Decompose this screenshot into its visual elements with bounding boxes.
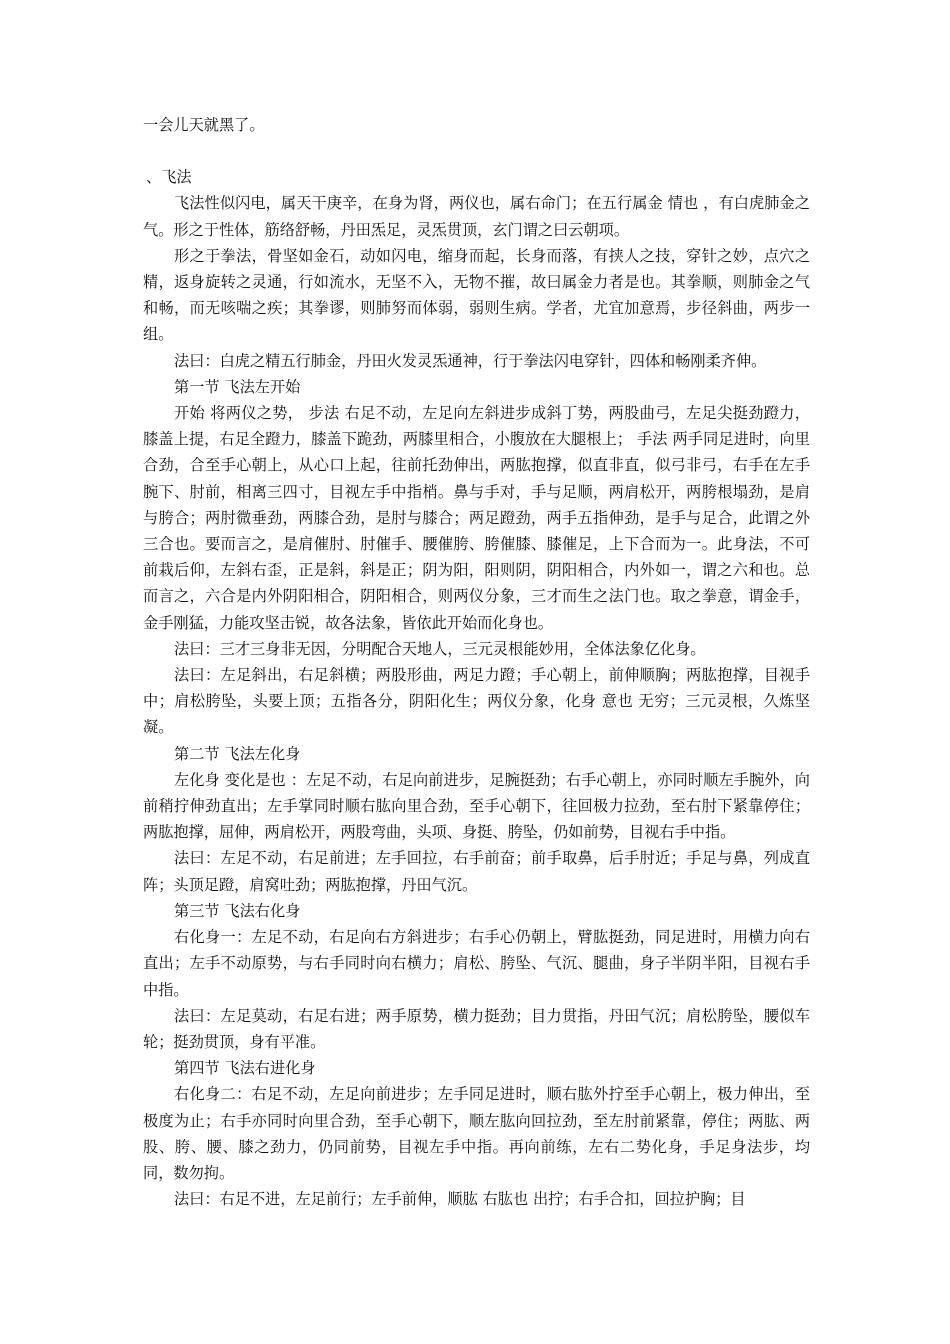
paragraph-6: 法曰：左足斜出，右足斜横；两股形曲，两足力蹬；手心朝上，前伸顺胸；两肱抱撑，目视手中；肩松胯坠，头要上顶；五指各分，阴阳化生；两仪分象，化身 意也 无穷；三元灵根，久炼坚凝。	[143, 666, 810, 737]
paragraph-11: 右化身二：右足不动，左足向前进步；左手同足进时，顺右肱外拧至手心朝上，极力伸出，至极度为止；右手亦同时向里合劲，至手心朝下，顺左肱向回拉劲，至左肘前紧靠，停住；两肱、两股、胯、腰、膝之劲力，仍同前势，目视左手中指。再向前练，左右二势化身，手足身法步，均同，数勿拘。	[143, 1085, 810, 1182]
subsection-heading-3: 第三节 飞法右化身	[174, 901, 301, 920]
paragraph-1: 飞法性似闪电，属天干庚辛，在身为肾，两仪也，属右命门；在五行属金 情也 ，有白虎肺金之气。形之于性体，筋络舒畅，丹田炁足，灵炁贯顶，玄门谓之曰云朝项。	[143, 194, 810, 239]
paragraph-10: 法曰：左足莫动，右足右进；两手原势，横力挺劲；目力贯指，丹田气沉；肩松胯坠，腰似车轮；挺劲贯顶，身有平准。	[143, 1006, 810, 1051]
blank-gap	[143, 138, 810, 164]
paragraph-9: 右化身一：左足不动，右足向右方斜进步；右手心仍朝上，臂肱挺劲，同足进时，用横力向右直出；左手不动原势，与右手同时向右横力；肩松、胯坠、气沉、腿曲，身子半阴半阳，目视右手中指。	[143, 928, 810, 999]
subsection-heading-1: 第一节 飞法左开始	[174, 377, 301, 396]
paragraph-2: 形之于拳法，骨坚如金石，动如闪电，缩身而起，长身而落，有挟人之技，穿针之妙，点穴之精，返身旋转之灵通，行如流水，无坚不入，无物不摧，故曰属金力者是也。其拳顺，则肺金之气和畅，而无咳喘之疾；其拳谬，则肺努而体弱，弱则生病。学者，尤宜加意焉，步径斜曲，两步一组。	[143, 246, 810, 344]
paragraph-5: 法曰：三才三身非无因，分明配合天地人，三元灵根能妙用，全体法象亿化身。	[174, 639, 706, 658]
subsection-heading-2: 第二节 飞法左化身	[174, 744, 301, 763]
subsection-heading-4: 第四节 飞法右进化身	[174, 1059, 316, 1078]
section-heading: 、飞法	[146, 168, 192, 187]
paragraph-8: 法曰：左足不动，右足前进；左手回拉，右手前奋；前手取鼻，后手肘近；手足与鼻，列成直阵；头顶足蹬，肩窝吐劲；两肱抱撑，丹田气沉。	[143, 849, 810, 894]
paragraph-4: 开始 将两仪之势， 步法 右足不动，左足向左斜进步成斜丁势，两股曲弓，左足尖挺劲蹬力，膝盖上提，右足全蹬力，膝盖下跪劲，两膝里相合，小腹放在大腿根上； 手法 两手同足进时，向里合劲，合至手心朝上，从心口上起，往前托劲伸出，两肱抱撑，似直非直，似弓非弓，右手在左手腕下、肘前，相离三四寸，目视左手中指梢。鼻与手对，手与足顺，两肩松开，两胯根塌劲，是肩与胯合；两肘微垂劲，两膝合劲，是肘与膝合；两足蹬劲，两手五指伸劲，是手与足合，此谓之外三合也。要而言之，是肩催肘、肘催手、腰催胯、胯催膝、膝催足，上下合而为一。此身法，不可前栽后仰，左斜右歪，正是斜，斜是正；阴为阳，阳则阴，阴阳相合，内外如一，谓之六和也。总而言之，六合是内外阴阳相合，阴阳相合，则两仪分象，三才而生之法门也。取之拳意，谓金手，金手刚猛，力能攻坚击锐，故各法象，皆依此开始而化身也。	[143, 404, 810, 632]
paragraph-12: 法曰：右足不进，左足前行；左手前伸，顺肱 右肱也 出拧；右手合扣，回拉护胸；目	[174, 1190, 746, 1209]
document-page	[143, 112, 810, 1212]
paragraph-7: 左化身 变化是也 ：左足不动，右足向前进步，足腕挺劲；右手心朝上，亦同时顺左手腕外，向前稍拧伸劲直出；左手掌同时顺右肱向里合劲，至手心朝下，往回极力拉劲，至右肘下紧靠停住；两肱抱撑，屈伸，两肩松开，两股弯曲，头项、身挺、胯坠，仍如前势，目视右手中指。	[143, 770, 810, 842]
text-line-top: 一会儿天就黑了。	[143, 116, 265, 134]
paragraph-3: 法曰：白虎之精五行肺金，丹田火发灵炁通神，行于拳法闪电穿针，四体和畅刚柔齐伸。	[174, 351, 767, 370]
